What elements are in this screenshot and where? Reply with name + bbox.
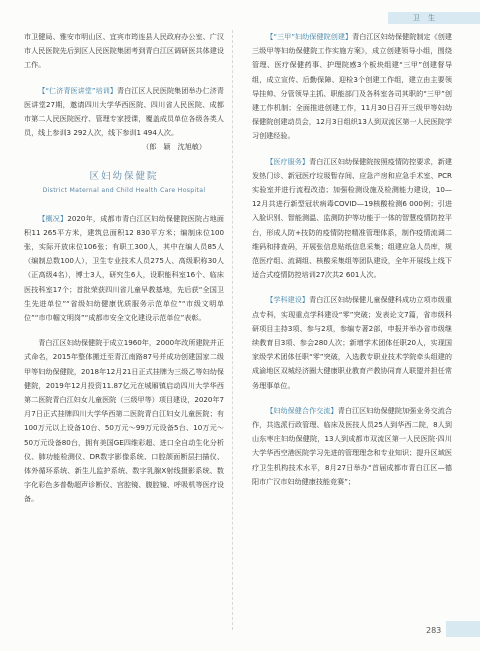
left-paragraph-training: [24, 84, 224, 141]
page-number: 283: [426, 626, 442, 635]
section-title: [24, 169, 224, 196]
right-paragraph-tertiary-creation: [252, 30, 452, 144]
column-divider: [232, 30, 233, 630]
section-title-chinese: 区妇幼保健院: [89, 170, 159, 182]
page-number-bar: [446, 621, 480, 637]
section-header-label: 卫 生: [412, 14, 438, 22]
left-paragraph-continued: 市卫健局、雅安市明山区、宜宾市筠连县人民政府办公室、广汉市人民医院先后到区人民医院集团考到青白江区调研医共体建设工作。: [24, 32, 224, 70]
discipline-text: 青白江区妇幼保健儿童保健科成功立项市级重点专科，实现重点学科建设“零”突破；发表论文7篇，省市级科研项目主持3项、参与2项，参编专著2部，申报并举办省市级继续教育目3项、参会280人次；新增学术团体任职20人，实现国家级学术团体任职“零”突破，入选教专职业技术学院牵头组建的成渝地区双城经济圈大健康职业教育产教协同育人联盟并担任常务理事单位。: [252, 295, 453, 390]
right-column: [252, 30, 452, 500]
training-label: 【“仁济青医讲堂”培训】: [38, 85, 117, 95]
left-column: [24, 30, 224, 518]
section-header-tag: [388, 12, 480, 24]
left-paragraph-overview: [24, 212, 224, 326]
overview-text: 2020年，成都市青白江区妇幼保健院医院占地面积11 265平方米，建筑总面积12 830平方米；编制床位100张，实际开放床位106张；有职工300人，其中在编人员85人（编制总数100人），卫生专业技术人员275人、高级职称30人（正高级4名），博士3人，研究生6人，设职能科室16个、临床医技科室17个；首批荣获四川省儿童早教基地，先后获“全国卫生先进单位”“省级妇幼健康优质服务示范单位”“市级文明单位”“市巾帼文明岗”“成都市安全文化建设示范单位”表彰。: [24, 213, 225, 323]
medical-service-label: 【医疗服务】: [266, 156, 310, 166]
right-paragraph-discipline: [252, 293, 452, 392]
overview-label: 【概况】: [38, 213, 68, 223]
tertiary-creation-label: 【“三甲”妇幼保健院创建】: [266, 32, 353, 41]
right-paragraph-medical-service: [252, 155, 452, 283]
discipline-label: 【学科建设】: [266, 295, 310, 305]
byline: （郎 颖 沈旭敏）: [142, 142, 206, 152]
cooperation-label: 【妇幼保健合作交流】: [266, 405, 338, 415]
left-paragraph-history: 青白江区妇幼保健院于成立1960年，2000年改所建院并正式命名，2015年整体搬迁至青江南路87号并成功创建国家二级甲等妇幼保健院，2018年12月21日正式挂牌为三级乙等妇幼保健院，2019年12月投资11.87亿元在城厢镇启动四川大学华西第二医院青白江妇女儿童医院（三级甲等）项目建设，2020年7月7日正式挂牌四川大学华西第二医院青白江妇女儿童医院；有100万元以上设备10台、50万元～99万元设备5台、10万元～50万元设备80台，拥有美国GE四维彩超、进口全自动生化分析仪、肺功能检测仪、DR数字影像系统、口腔颌面断层扫描仪、体外循环系统、新生儿监护系统、数字乳腺X射线摄影系统、数字化彩色多普勒超声诊断仪、宫腔镜、腹腔镜、呼吸机等医疗设备。: [24, 338, 224, 504]
section-title-english: District Maternal and Child Health Care Hospital: [42, 186, 206, 194]
training-text: 青白江区人民医院集团举办仁济青医讲堂27期，邀请四川大学华西医院、四川省人民医院、成都市第二人民医院医疗、管理专家授课，覆盖成员单位各级各类人员，线上参训3 292人次，线下参训1 494人次。: [24, 85, 225, 138]
medical-service-text: 青白江区妇幼保健院按照疫情防控要求，新建发热门诊、新冠医疗垃圾暂存间、应急产房和应急手术室、PCR实验室并进行流程改造；加强检测设施及检测能力建设，10—12月共进行新型冠状病毒COVID—19核酸检测6 000例；引进入脸识别、智能测温、监测防护等功能于一体的智慧疫情防控平台，形成人防+技防的疫情防控精准管理体系，制作疫情流调二维码和排查码，开展张信息贴纸信息采集；组建应急人员库，规范医疗组、流调组、核酸采集组等团队建设，全年开展线上线下适合式疫情防控培训27次共2 601人次。: [252, 156, 453, 280]
right-paragraph-cooperation: [252, 404, 452, 489]
tertiary-creation-text: 青白江区妇幼保健院制定《创建三级甲等妇幼保健院工作实施方案》，成立创建领导小组，围绕管理、医疗保健药事、护理院感3个板块组建“三甲”创建督导组，成立宣传、后勤保障、迎检3个创建工作组，建立由主要领导挂帅、分管领导主抓、职能部门及各科室各司其职的“三甲”创建工作机制；全面推进创建工作，11月30日召开三级甲等妇幼保健院创建动员会，12月3日组织13人到双流区第一人民医院学习创建经验。: [252, 32, 452, 141]
cooperation-text: 青白江区妇幼保健院加强业务交流合作，共选派行政管理、临床及医技人员25人到华西二院，8人到山东枣庄妇幼保健院，13人到成都市双流区第一人民医院·四川大学华西空港医院学习先进的管理理念和专业知识；提升区域医疗卫生机构技术水平，8月27日举办“首届成都市青白江区—德阳市广汉市妇幼健康技能竞赛”；: [252, 405, 453, 486]
